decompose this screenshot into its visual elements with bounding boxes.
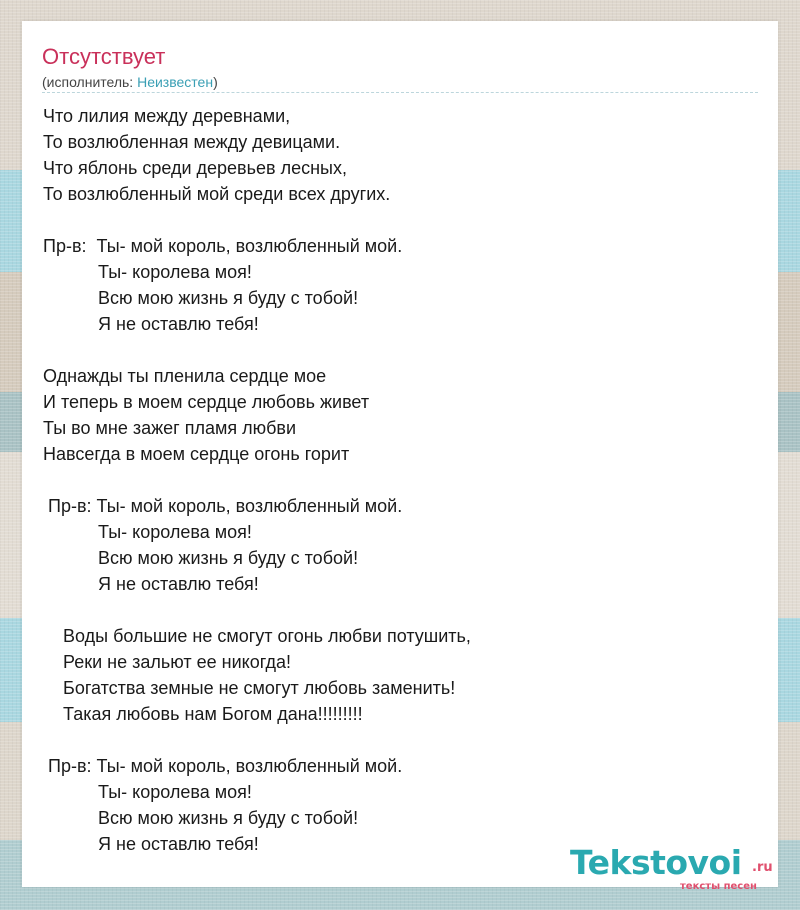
lyrics-card <box>22 21 778 892</box>
artist-suffix: ) <box>213 74 218 90</box>
lyric-line: Воды большие не смогут огонь любви потушить, <box>43 626 471 646</box>
artist-prefix: (исполнитель: <box>42 74 138 90</box>
lyric-line <box>43 467 471 493</box>
site-logo[interactable] <box>570 843 780 893</box>
lyric-line <box>43 597 471 623</box>
lyrics-text <box>43 103 471 857</box>
lyric-line: Что яблонь среди деревьев лесных, <box>43 158 347 178</box>
logo-name: Tekstovoi <box>570 843 742 882</box>
lyric-line: Богатства земные не смогут любовь заменить! <box>43 678 456 698</box>
logo-tld: .ru <box>752 860 773 875</box>
lyric-line: Пр-в: Ты- мой король, возлюбленный мой. <box>43 756 403 776</box>
lyric-line: Пр-в: Ты- мой король, возлюбленный мой. <box>43 236 403 256</box>
lyric-line: Навсегда в моем сердце огонь горит <box>43 444 350 464</box>
lyric-line: Я не оставлю тебя! <box>43 834 259 854</box>
lyric-line: Реки не зальют ее никогда! <box>43 652 291 672</box>
lyric-line: Я не оставлю тебя! <box>43 574 259 594</box>
lyric-line: Ты во мне зажег пламя любви <box>43 418 297 438</box>
artist-link[interactable]: Неизвестен <box>137 74 214 90</box>
lyric-line: Всю мою жизнь я буду с тобой! <box>43 288 359 308</box>
divider <box>42 92 758 93</box>
lyric-line: То возлюбленная между девицами. <box>43 132 341 152</box>
song-title: Отсутствует <box>42 44 166 69</box>
logo-tagline: тексты песен <box>680 881 757 892</box>
lyric-line <box>43 207 471 233</box>
lyric-line <box>43 727 471 753</box>
lyric-line: И теперь в моем сердце любовь живет <box>43 392 370 412</box>
lyric-line: Я не оставлю тебя! <box>43 314 259 334</box>
lyric-line: Такая любовь нам Богом дана!!!!!!!!! <box>43 704 363 724</box>
lyric-line: Ты- королева моя! <box>43 782 252 802</box>
lyric-line: Всю мою жизнь я буду с тобой! <box>43 808 359 828</box>
lyric-line: Ты- королева моя! <box>43 262 252 282</box>
lyric-line: Всю мою жизнь я буду с тобой! <box>43 548 359 568</box>
artist-line <box>42 73 218 91</box>
lyric-line: Однажды ты пленила сердце мое <box>43 366 327 386</box>
lyric-line: Пр-в: Ты- мой король, возлюбленный мой. <box>43 496 403 516</box>
lyric-line: Что лилия между деревнами, <box>43 106 291 126</box>
lyric-line: То возлюбленный мой среди всех других. <box>43 184 391 204</box>
lyric-line <box>43 337 471 363</box>
lyric-line: Ты- королева моя! <box>43 522 252 542</box>
